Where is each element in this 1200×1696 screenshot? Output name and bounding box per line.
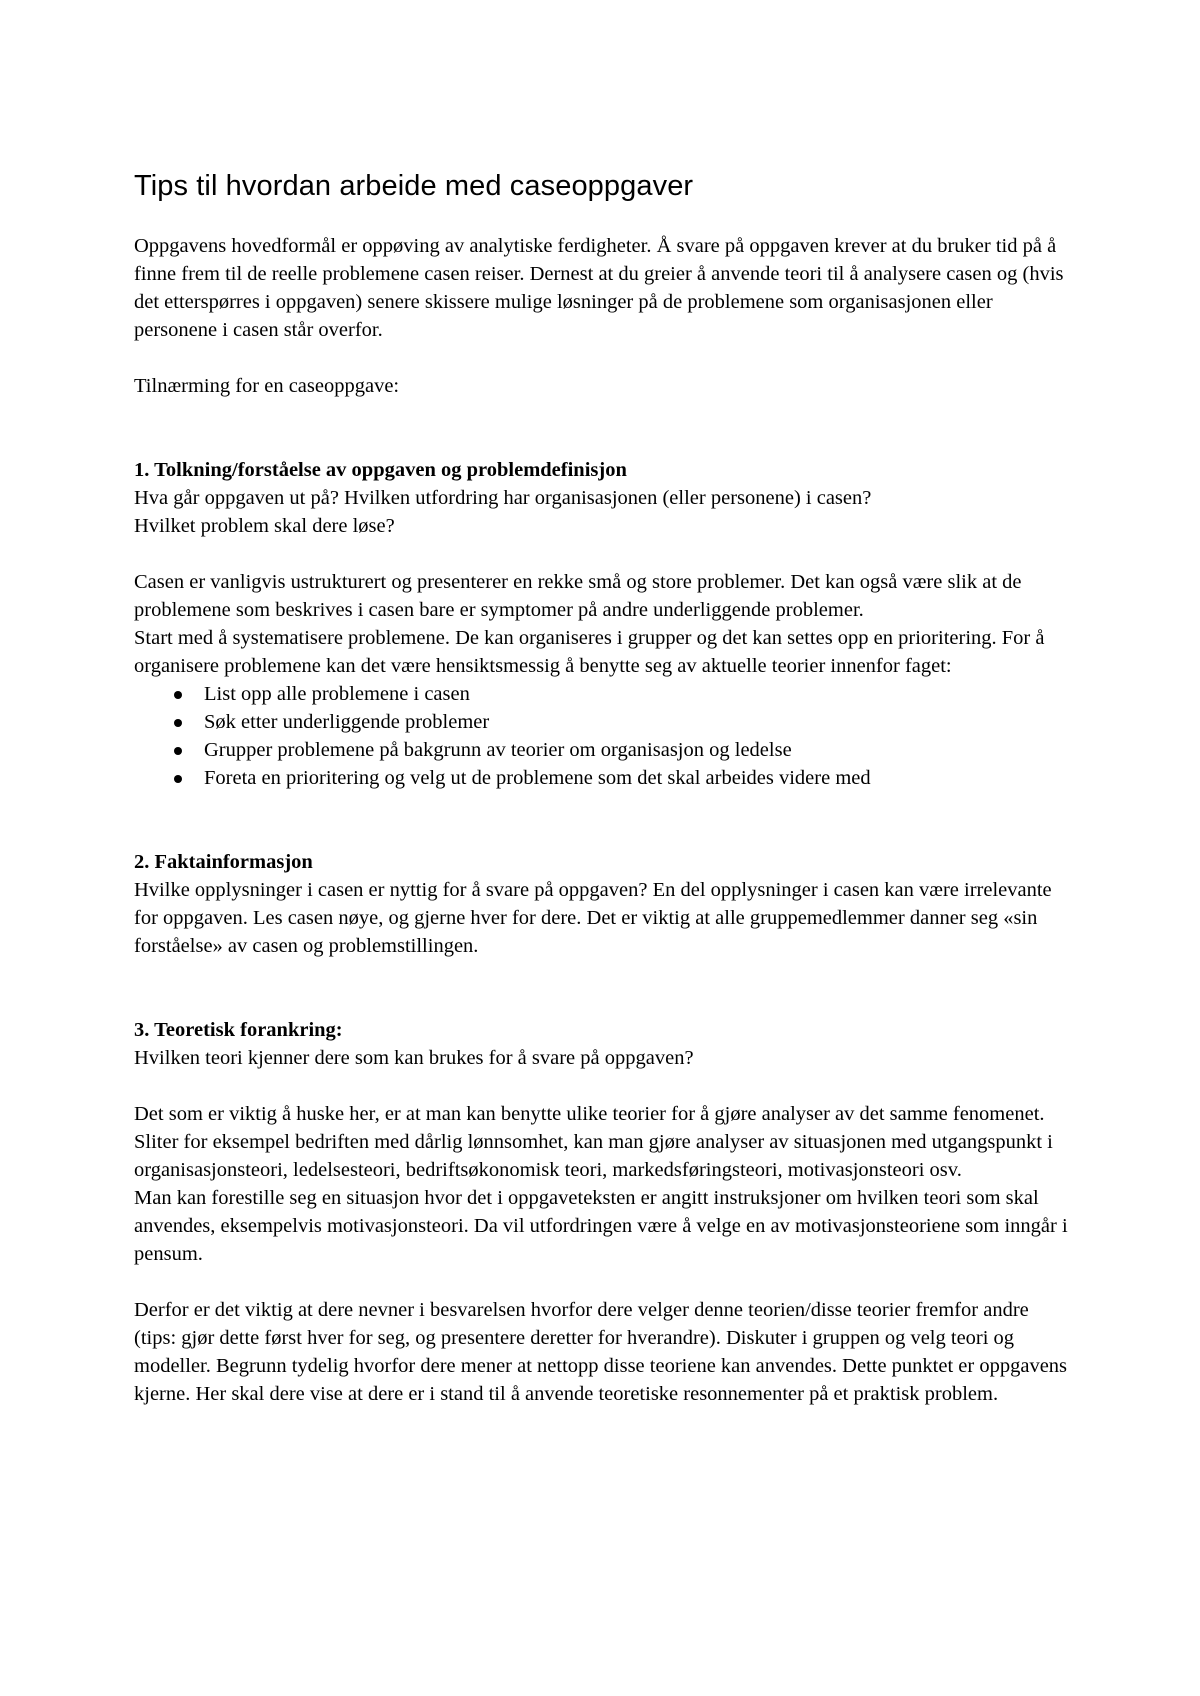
list-item-text: Grupper problemene på bakgrunn av teorier om organisasjon og ledelse [204, 739, 792, 761]
section-1-paragraph-2: Start med å systematisere problemene. De kan organiseres i grupper og det kan settes opp en prioritering. For å organisere problemene kan det være hensiktsmessig å benytte seg av aktuelle teorier innenfor faget: [134, 627, 1045, 677]
intro-paragraph: Oppgavens hovedformål er oppøving av analytiske ferdigheter. Å svare på oppgaven krever at du bruker tid på å finne frem til de reelle problemene casen reiser. Dernest at du greier å anvende teori til å analysere casen og (hvis det etterspørres i oppgaven) senere skissere mulige løsninger på de problemene som organisasjonen eller personene i casen står overfor. [134, 235, 1064, 341]
list-item-text: Søk etter underliggende problemer [204, 711, 490, 733]
section-1-heading: 1. Tolkning/forståelse av oppgaven og problemdefinisjon [134, 459, 627, 481]
section-2-heading: 2. Faktainformasjon [134, 851, 313, 873]
spacer [134, 1072, 1074, 1100]
list-item-text: List opp alle problemene i casen [204, 683, 470, 705]
section-3-paragraph-2: Man kan forestille seg en situasjon hvor det i oppgaveteksten er angitt instruksjoner om hvilken teori som skal anvendes, eksempelvis motivasjonsteori. Da vil utfordringen være å velge en av motivasjonsteoriene som inngår i pensum. [134, 1187, 1068, 1265]
spacer [134, 540, 1074, 568]
approach-label: Tilnærming for en caseoppgave: [134, 375, 400, 397]
bullet-icon [174, 719, 182, 727]
section-1-paragraph-1: Casen er vanligvis ustrukturert og presenterer en rekke små og store problemer. Det kan også være slik at de problemene som beskrives i casen bare er symptomer på andre underliggende problemer. [134, 571, 1022, 621]
section-2-paragraph-1: Hvilke opplysninger i casen er nyttig for å svare på oppgaven? En del opplysninger i casen kan være irrelevante for oppgaven. Les casen nøye, og gjerne hver for dere. Det er viktig at alle gruppemedlemmer danner seg «sin forståelse» av casen og problemstillingen. [134, 879, 1052, 957]
bullet-icon [174, 775, 182, 783]
section-3-question: Hvilken teori kjenner dere som kan brukes for å svare på oppgaven? [134, 1047, 694, 1069]
section-1-question-1: Hva går oppgaven ut på? Hvilken utfordring har organisasjonen (eller personene) i casen? [134, 487, 872, 509]
section-3-heading: 3. Teoretisk forankring: [134, 1019, 343, 1041]
document-content [134, 168, 1074, 1408]
document-title: Tips til hvordan arbeide med caseoppgaver [134, 170, 694, 202]
section-1-question-2: Hvilket problem skal dere løse? [134, 515, 395, 537]
list-item [174, 680, 1074, 708]
spacer [134, 344, 1074, 372]
spacer [134, 1268, 1074, 1296]
list-item [174, 736, 1074, 764]
spacer [134, 400, 1074, 456]
bullet-icon [174, 691, 182, 699]
list-item [174, 764, 1074, 792]
list-item-text: Foreta en prioritering og velg ut de problemene som det skal arbeides videre med [204, 767, 871, 789]
section-3-paragraph-3: Derfor er det viktig at dere nevner i besvarelsen hvorfor dere velger denne teorien/disse teorier fremfor andre (tips: gjør dette først hver for seg, og presentere deretter for hverandre). Diskuter i gruppen og velg teori og modeller. Begrunn tydelig hvorfor dere mener at nettopp disse teoriene kan anvendes. Dette punktet er oppgavens kjerne. Her skal dere vise at dere er i stand til å anvende teoretiske resonnementer på et praktisk problem. [134, 1299, 1068, 1405]
spacer [134, 960, 1074, 1016]
spacer [134, 792, 1074, 848]
bullet-icon [174, 747, 182, 755]
list-item [174, 708, 1074, 736]
section-1-bullet-list [134, 680, 1074, 792]
section-3-paragraph-1: Det som er viktig å huske her, er at man kan benytte ulike teorier for å gjøre analyser av det samme fenomenet. Sliter for eksempel bedriften med dårlig lønnsomhet, kan man gjøre analyser av situasjonen med utgangspunkt i organisasjonsteori, ledelsesteori, bedriftsøkonomisk teori, markedsføringsteori, motivasjonsteori osv. [134, 1103, 1053, 1181]
